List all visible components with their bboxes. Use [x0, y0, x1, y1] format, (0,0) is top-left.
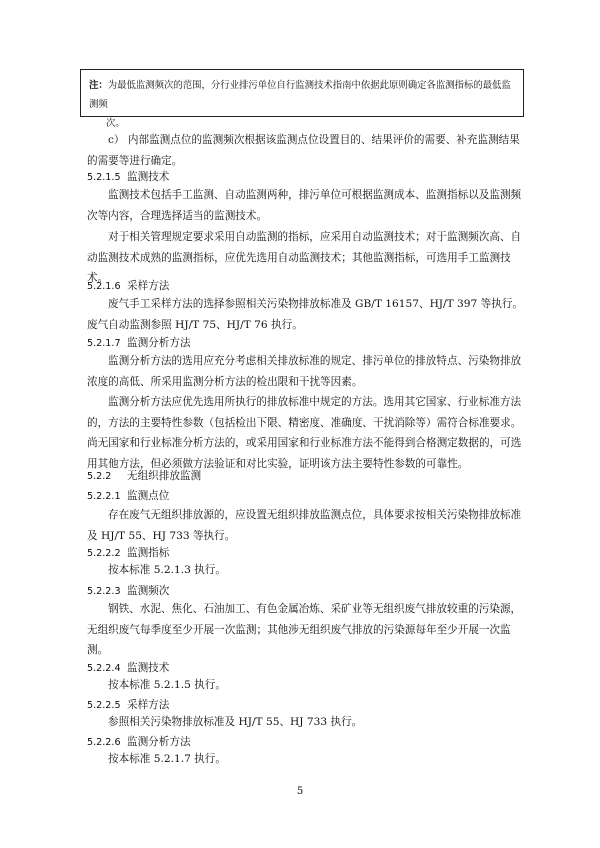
section-title: 监测频次: [127, 585, 170, 597]
paragraph-5-2-1-7-b: 监测分析方法应优先选用所执行的排放标准中规定的方法。选用其它国家、行业标准方法的，方法的主要特性参数（包括检出下限、精密度、准确度、干扰消除等）需符合标准要求。尚无国家和行业标准分析方法的，或采用国家和行业标准方法不能得到合格测定数据的，可选用其他方法，但必须做方法验证和对比实验，证明该方法主要特性参数的可靠性。: [87, 396, 522, 470]
heading-5-2-1-5: [87, 169, 169, 186]
section-title: 监测技术: [127, 662, 170, 674]
section-number: 5.2.1.7: [87, 338, 121, 349]
section-title: 监测点位: [127, 490, 170, 502]
paragraph-c: c） 内部监测点位的监测频次根据该监测点位设置目的、结果评价的需要、补充监测结果的需要等进行确定。: [87, 134, 520, 167]
paragraph-5-2-1-5-a: 监测技术包括手工监测、自动监测两种，排污单位可根据监测成本、监测指标以及监测频次等内容，合理选择适当的监测技术。: [87, 189, 522, 222]
section-number: 5.2.2.5: [87, 700, 121, 711]
page-number: 5: [296, 786, 304, 797]
heading-5-2-2-1: [87, 488, 169, 505]
paragraph-5-2-2-3: 钢铁、水泥、焦化、石油加工、有色金属冶炼、采矿业等无组织废气排放较重的污染源，无组织废气每季度至少开展一次监测；其他涉无组织废气排放的污染源每年至少开展一次监测。: [87, 603, 522, 657]
section-title: 监测分析方法: [127, 736, 191, 748]
heading-5-2-2-5: [87, 697, 169, 714]
section-title: 采样方法: [127, 280, 170, 292]
heading-5-2-1-6: [87, 278, 169, 295]
heading-5-2-2: [87, 468, 201, 485]
section-number: 5.2.1.6: [87, 281, 121, 292]
note-label: 注：: [89, 80, 108, 91]
section-title: 无组织排放监测: [127, 470, 202, 482]
section-number: 5.2.2.4: [87, 663, 121, 674]
paragraph-5-2-1-7-a: 监测分析方法的选用应充分考虑相关排放标准的规定、排污单位的排放特点、污染物排放浓度的高低、所采用监测分析方法的检出限和干扰等因素。: [87, 355, 522, 388]
heading-5-2-2-4: [87, 660, 169, 677]
paragraph-5-2-1-5-b: 对于相关管理规定要求采用自动监测的指标，应采用自动监测技术；对于监测频次高、自动监测技术成熟的监测指标，应优先选用自动监测技术；其他监测指标，可选用手工监测技术。: [87, 231, 522, 285]
heading-5-2-2-6: [87, 734, 191, 751]
note-line-2: 次。: [106, 118, 125, 129]
paragraph-5-2-2-1: 存在废气无组织排放源的，应设置无组织排放监测点位，具体要求按相关污染物排放标准及 HJ/T 55、HJ 733 等执行。: [87, 509, 522, 542]
heading-5-2-2-2: [87, 545, 169, 562]
note-box: [80, 69, 524, 129]
paragraph-5-2-1-6: 废气手工采样方法的选择参照相关污染物排放标准及 GB/T 16157、HJ/T 397 等执行。废气自动监测参照 HJ/T 75、HJ/T 76 执行。: [87, 298, 524, 331]
note-text: 为最低监测频次的范围，分行业排污单位自行监测技术指南中依据此原则确定各监测指标的最低监测频: [89, 80, 511, 110]
paragraph-5-2-2-5: 参照相关污染物排放标准及 HJ/T 55、HJ 733 执行。: [108, 716, 363, 728]
note-line-1: [89, 76, 515, 114]
heading-5-2-2-3: [87, 583, 169, 600]
section-title: 采样方法: [127, 699, 170, 711]
section-title: 监测分析方法: [127, 337, 191, 349]
section-number: 5.2.2.2: [87, 548, 121, 559]
section-title: 监测指标: [127, 547, 170, 559]
paragraph-5-2-2-2: 按本标准 5.2.1.3 执行。: [108, 564, 226, 576]
section-number: 5.2.2.3: [87, 586, 121, 597]
section-number: 5.2.1.5: [87, 172, 121, 183]
paragraph-5-2-2-4: 按本标准 5.2.1.5 执行。: [108, 679, 226, 691]
paragraph-5-2-2-6: 按本标准 5.2.1.7 执行。: [108, 753, 226, 765]
section-title: 监测技术: [127, 171, 170, 183]
heading-5-2-1-7: [87, 335, 191, 352]
section-number: 5.2.2.1: [87, 491, 121, 502]
section-number: 5.2.2.6: [87, 737, 121, 748]
section-number: 5.2.2: [87, 471, 112, 482]
